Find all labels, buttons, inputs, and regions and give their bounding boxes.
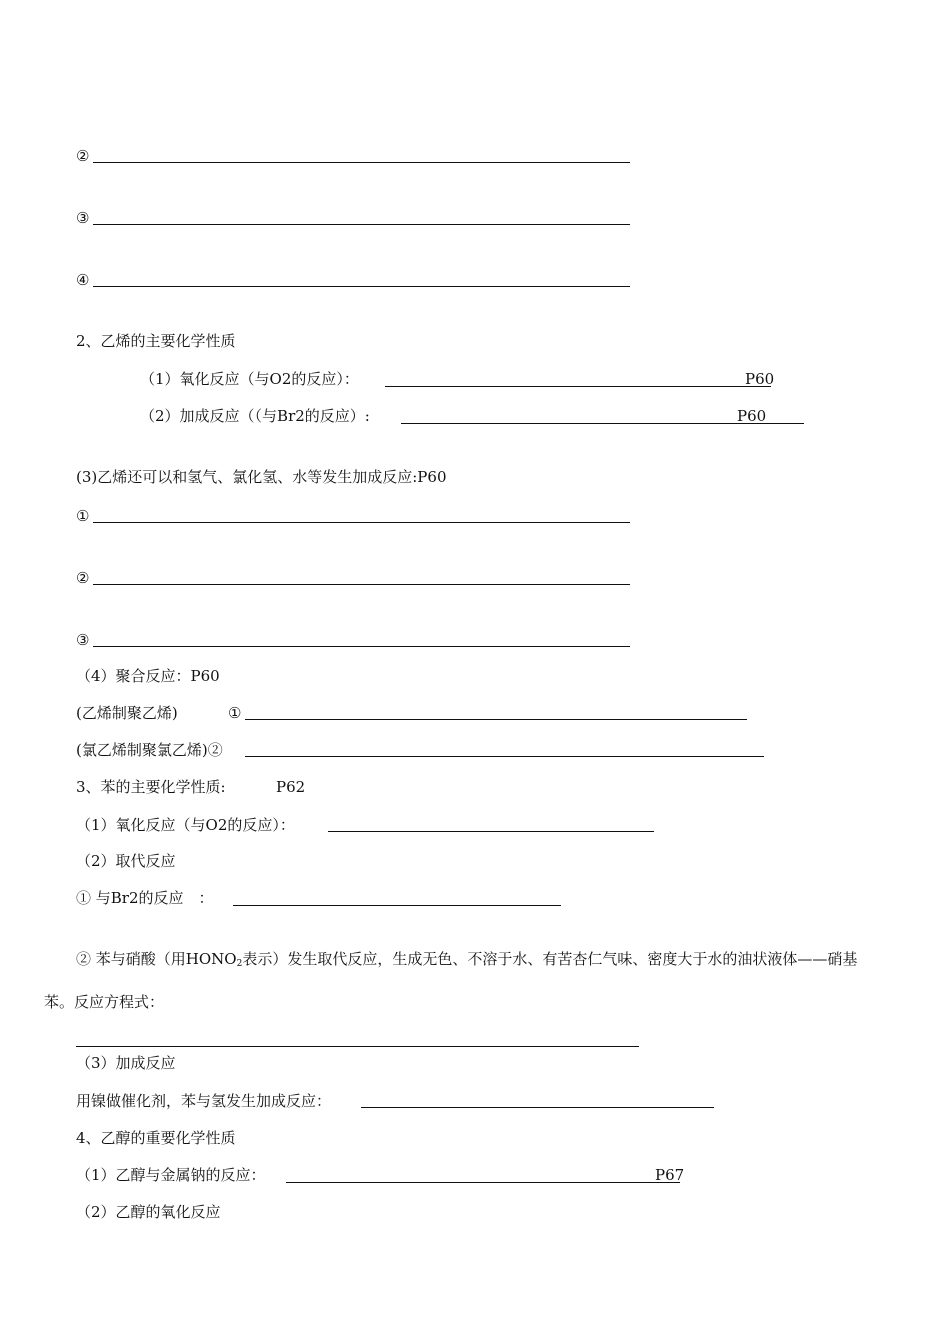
page-ref: P60: [737, 407, 767, 425]
answer-blank[interactable]: [286, 1182, 680, 1183]
ethanol-oxidation-label: （2）乙醇的氧化反应: [76, 1203, 221, 1221]
answer-blank[interactable]: [93, 224, 630, 225]
ethylene-addition-label: （2）加成反应（（与Br2的反应）:: [140, 407, 370, 425]
answer-blank[interactable]: [328, 831, 654, 832]
item-marker-1: ①: [228, 704, 242, 722]
ethylene-oxidation-label: （1）氧化反应（与O2的反应）：: [140, 370, 359, 388]
ethanol-sodium-label: （1）乙醇与金属钠的反应：: [76, 1166, 266, 1184]
item-marker-4: ④: [76, 271, 90, 289]
answer-blank[interactable]: [93, 522, 630, 523]
answer-blank[interactable]: [233, 905, 561, 906]
benzene-nitration-text-cont: 苯。反应方程式：: [44, 993, 165, 1011]
page-ref: P60: [745, 370, 775, 388]
answer-blank[interactable]: [93, 162, 630, 163]
section-heading-benzene: 3、苯的主要化学性质:: [76, 778, 226, 796]
item-marker-2: ②: [76, 147, 90, 165]
item-marker-3: ③: [76, 209, 90, 227]
benzene-addition-label: （3）加成反应: [76, 1054, 176, 1072]
benzene-nickel-label: 用镍做催化剂，苯与氢发生加成反应：: [76, 1092, 332, 1110]
answer-blank[interactable]: [361, 1107, 714, 1108]
benzene-nitration-text: ② 苯与硝酸（用$HONO_2$表示）发生取代反应，生成无色、不溶于水、有苦杏仁气味、密度大于水的油状液体——硝基: [76, 950, 858, 969]
section-heading-ethylene: 2、乙烯的主要化学性质: [76, 332, 236, 350]
ethylene-polymerization-label: （4）聚合反应：P60: [76, 667, 220, 685]
answer-blank[interactable]: [93, 646, 630, 647]
answer-blank[interactable]: [93, 286, 630, 287]
item-marker-2: ②: [76, 569, 90, 587]
benzene-bromine-label: ① 与Br2的反应 ：: [76, 889, 214, 907]
answer-blank[interactable]: [245, 719, 747, 720]
answer-blank[interactable]: [93, 584, 630, 585]
poly-vinyl-chloride-label: (氯乙烯制聚氯乙烯)②: [76, 741, 223, 759]
answer-blank[interactable]: [385, 386, 771, 387]
poly-ethylene-label: (乙烯制聚乙烯): [76, 704, 178, 722]
item-marker-1: ①: [76, 507, 90, 525]
ethylene-addition-more: (3)乙烯还可以和氢气、氯化氢、水等发生加成反应:P60: [76, 468, 447, 486]
answer-blank[interactable]: [76, 1046, 639, 1047]
page-ref: P62: [276, 778, 306, 796]
item-marker-3: ③: [76, 631, 90, 649]
page-ref: P67: [655, 1166, 685, 1184]
benzene-oxidation-label: （1）氧化反应（与O2的反应）：: [76, 816, 295, 834]
answer-blank[interactable]: [245, 756, 764, 757]
benzene-substitution-label: （2）取代反应: [76, 852, 176, 870]
section-heading-ethanol: 4、乙醇的重要化学性质: [76, 1129, 236, 1147]
